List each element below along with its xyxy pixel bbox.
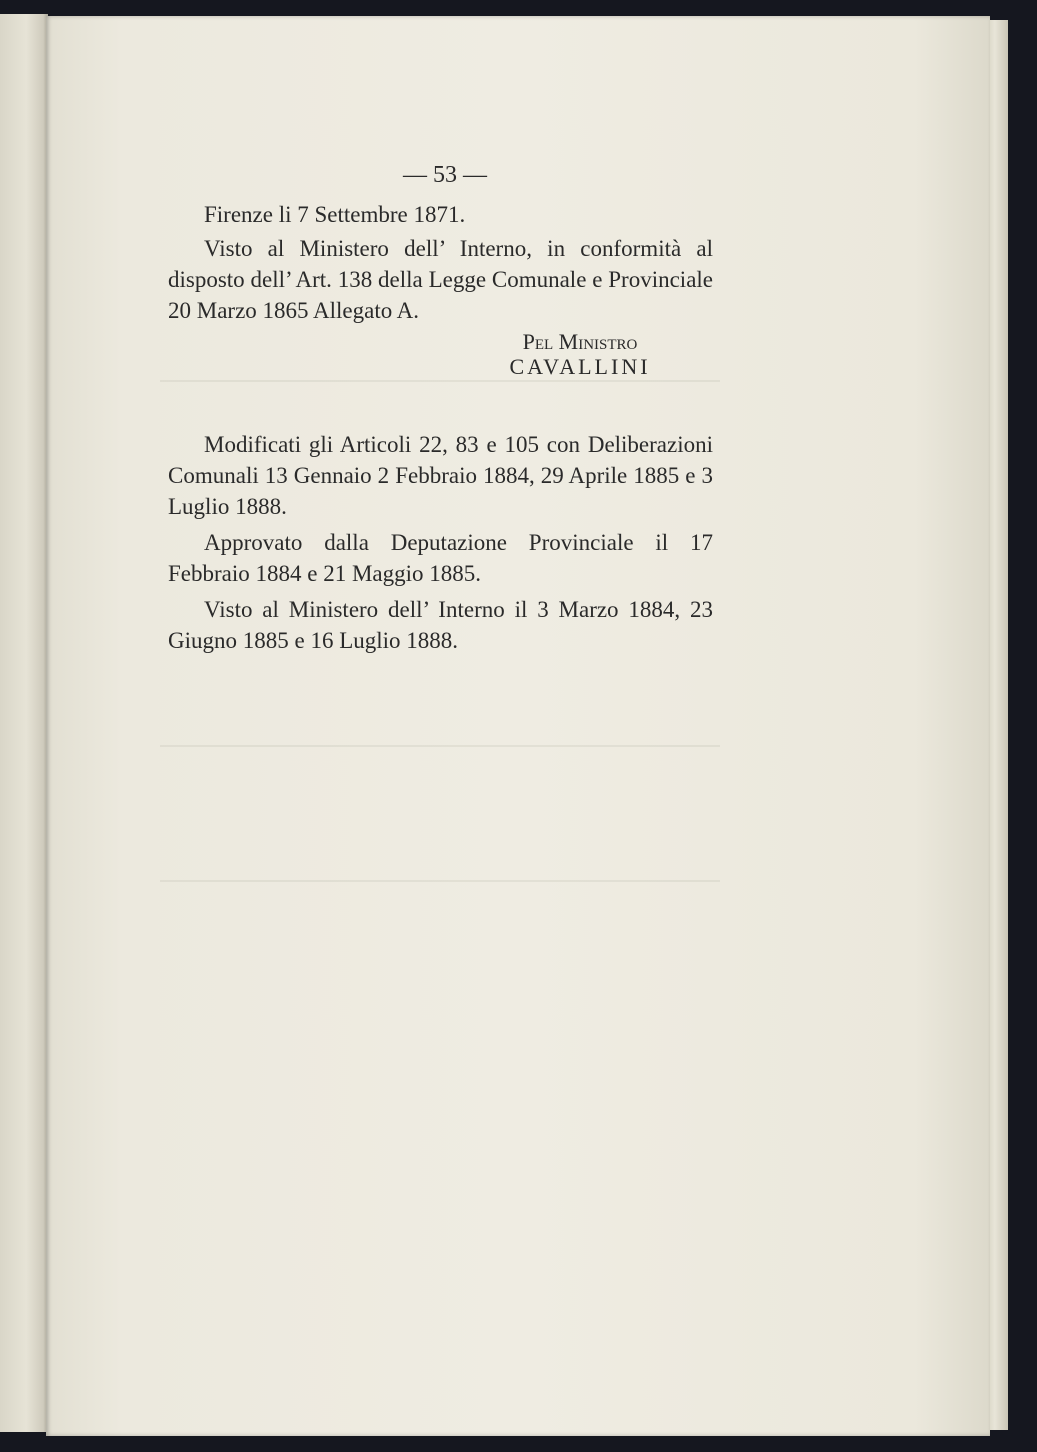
previous-page-edge: [0, 14, 48, 1432]
page-number: — 53 —: [403, 162, 487, 188]
paragraph-approvato: Approvato dalla Deputazione Provinciale il 17 Febbraio 1884 e 21 Maggio 1885.: [168, 530, 713, 586]
show-through-line: [160, 880, 720, 882]
paragraph-visto-1888: Visto al Ministero dell’ Interno il 3 Marzo 1884, 23 Giugno 1885 e 16 Luglio 1888.: [168, 597, 713, 653]
signature-name: CAVALLINI: [509, 354, 651, 379]
show-through-line: [160, 745, 720, 747]
paragraph-modificati: Modificati gli Articoli 22, 83 e 105 con Deliberazioni Comunali 13 Gennaio 2 Febbraio 1884, 29 Aprile 1885 e 3 Luglio 1888.: [168, 432, 713, 519]
show-through-line: [160, 380, 720, 382]
paragraph-visto-1871: Visto al Ministero dell’ Interno, in conformità al disposto dell’ Art. 138 della Legge Comunale e Provinciale 20 Marzo 1865 Allegato A.: [168, 236, 713, 323]
date-line: Firenze li 7 Settembre 1871.: [204, 202, 466, 227]
signature-title: Pel Ministro: [522, 329, 638, 354]
